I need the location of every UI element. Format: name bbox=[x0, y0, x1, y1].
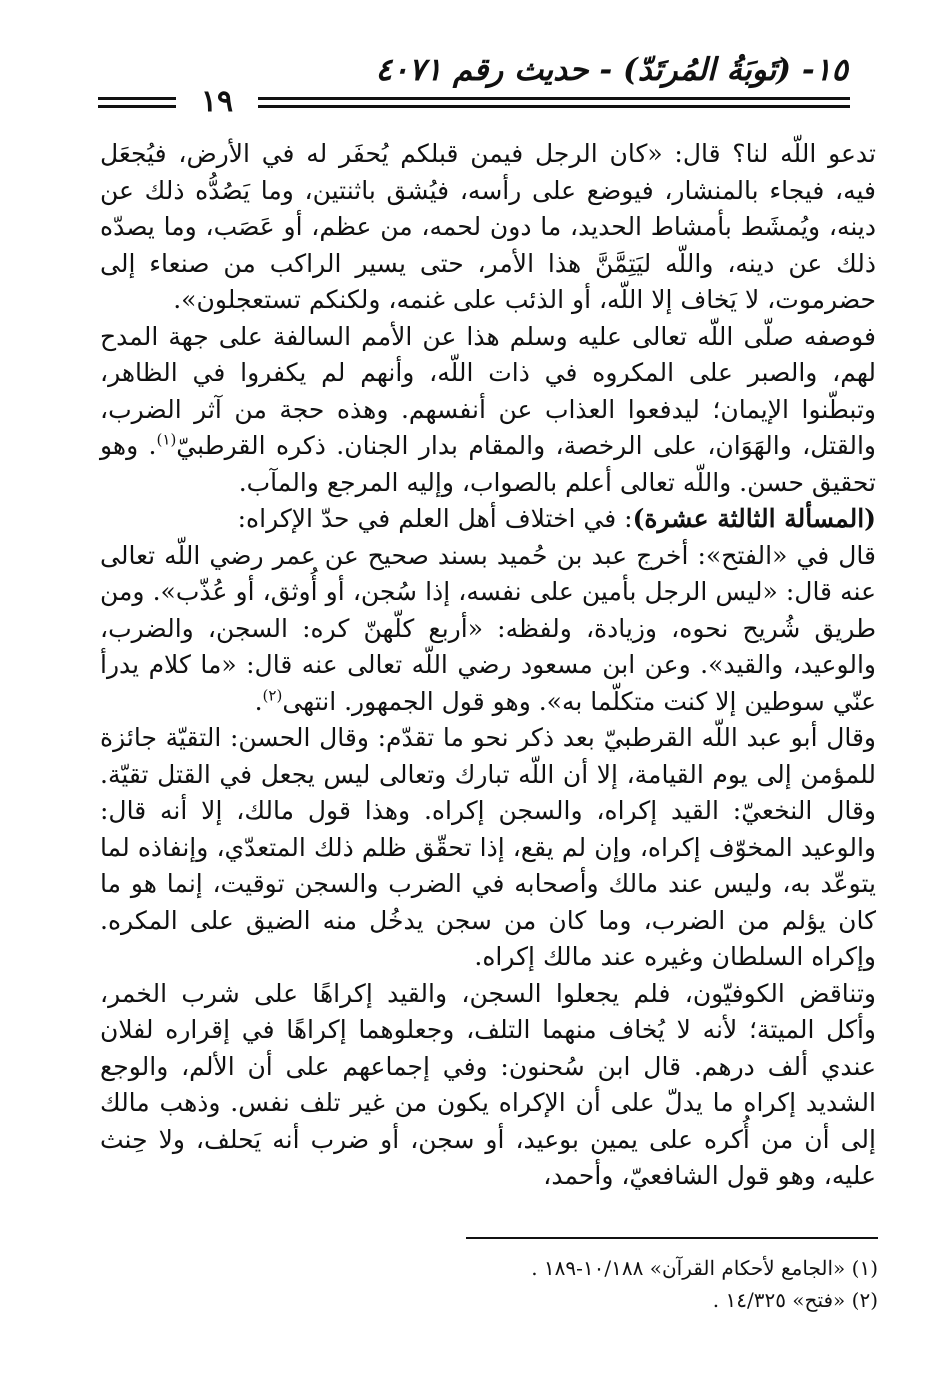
paragraph: وتناقض الكوفيّون، فلم يجعلوا السجن، والقيد إكراهًا على شرب الخمر، وأكل الميتة؛ لأنه لا يُخاف منهما التلف، وجعلوهما إكراهًا في إقراره لفلان عندي ألف درهم. قال ابن سُحنون: وفي إجماعهم على أن الألم، والوجع الشديد إكراه ما يدلّ على أن الإكراه يكون من غير تلف نفس. وذهب مالك إلى أن من أُكره على يمين بوعيد، أو سجن، أو ضرب أنه يَحلف، ولا حِنث عليه، وهو قول الشافعيّ، وأحمد، bbox=[100, 978, 876, 1190]
paragraph-text: . وهو تحقيق حسن. واللّه تعالى أعلم بالصواب، وإليه المرجع والمآب. bbox=[100, 431, 876, 497]
footnote-separator bbox=[466, 1237, 878, 1239]
footnotes bbox=[98, 1252, 878, 1316]
footnote-ref: (٢) bbox=[262, 686, 283, 705]
paragraph bbox=[100, 538, 876, 721]
footnote: (٢) «فتح» ١٤/٣٢٥ . bbox=[712, 1288, 878, 1312]
paragraph: تدعو اللّه لنا؟ قال: «كان الرجل فيمن قبلكم يُحفَر له في الأرض، فيُجعَل فيه، فيجاء بالمنشار، فيوضع على رأسه، فيُشق باثنتين، وما يَصُدُّه ذلك عن دينه، ويُمشَط بأمشاط الحديد، ما دون لحمه، من عظم، أو عَصَب، وما يصدّه ذلك عن دينه، واللّه ليَتِمَّنَّ هذا الأمر، حتى يسير الراكب من صنعاء إلى حضرموت، لا يَخاف إلا اللّه، أو الذئب على غنمه، ولكنكم تستعجلون». bbox=[100, 139, 876, 314]
footnote-ref: (١) bbox=[156, 430, 177, 449]
section-heading: (المسألة الثالثة عشرة) bbox=[632, 504, 876, 533]
header-rule-left bbox=[98, 97, 176, 108]
paragraph-text: فوصفه صلّى اللّه تعالى عليه وسلم هذا عن الأمم السالفة على جهة المدح لهم، والصبر على المكروه في ذات اللّه، وأنهم لم يكفروا في الظاهر، وتبطّنوا الإيمان؛ ليدفعوا العذاب عن أنفسهم. وهذه حجة من آثر الضرب، والقتل، والهَوَان، على الرخصة، والمقام بدار الجنان. ذكره القرطبيّ bbox=[100, 321, 876, 460]
paragraph bbox=[100, 319, 876, 502]
section-heading-line bbox=[100, 501, 876, 538]
section-heading-text: : في اختلاف أهل العلم في حدّ الإكراه: bbox=[237, 504, 633, 533]
footnote: (١) «الجامع لأحكام القرآن» ١٠/١٨٨-١٨٩ . bbox=[531, 1256, 878, 1280]
body-text bbox=[100, 136, 876, 1195]
header-rule-right bbox=[258, 97, 850, 108]
paragraph: وقال أبو عبد اللّه القرطبيّ بعد ذكر نحو ما تقدّم: وقال الحسن: التقيّة جائزة للمؤمن إلى يوم القيامة، إلا أن اللّه تبارك وتعالى ليس يجعل في القتل تقيّة. وقال النخعيّ: القيد إكراه، والسجن إكراه. وهذا قول مالك، إلا أنه قال: والوعيد المخوّف إكراه، وإن لم يقع، إذا تحقّق ظلم ذلك المتعدّي، وإنفاذه لما يتوعّد به، وليس عند مالك وأصحابه في الضرب والسجن توقيت، إنما هو ما كان يؤلم من الضرب، وما كان من سجن يدخُل منه الضيق على المكره. وإكراه السلطان وغيره عند مالك إكراه. bbox=[100, 723, 877, 971]
page-number: ١٩ bbox=[200, 84, 234, 119]
paragraph-text: . bbox=[254, 686, 263, 716]
paragraph-text: قال في «الفتح»: أخرج عبد بن حُميد بسند صحيح عن عمر رضي اللّه تعالى عنه قال: «ليس الرجل بأمين على نفسه، إذا سُجن، أو أُوثق، أو عُذّب». ومن طريق شُريح نحوه، وزيادة، ولفظه: «أربع كلّهنّ كره: السجن، والضرب، والوعيد، والقيد». وعن ابن مسعود رضي اللّه تعالى عنه قال: «ما كلام يدرأ عنّي سوطين إلا كنت متكلّما به». وهو قول الجمهور. انتهى bbox=[100, 540, 876, 716]
running-header-title: ١٥- (تَوبَةُ المُرتَدّ) - حديث رقم ٤٠٧١ bbox=[375, 52, 848, 88]
